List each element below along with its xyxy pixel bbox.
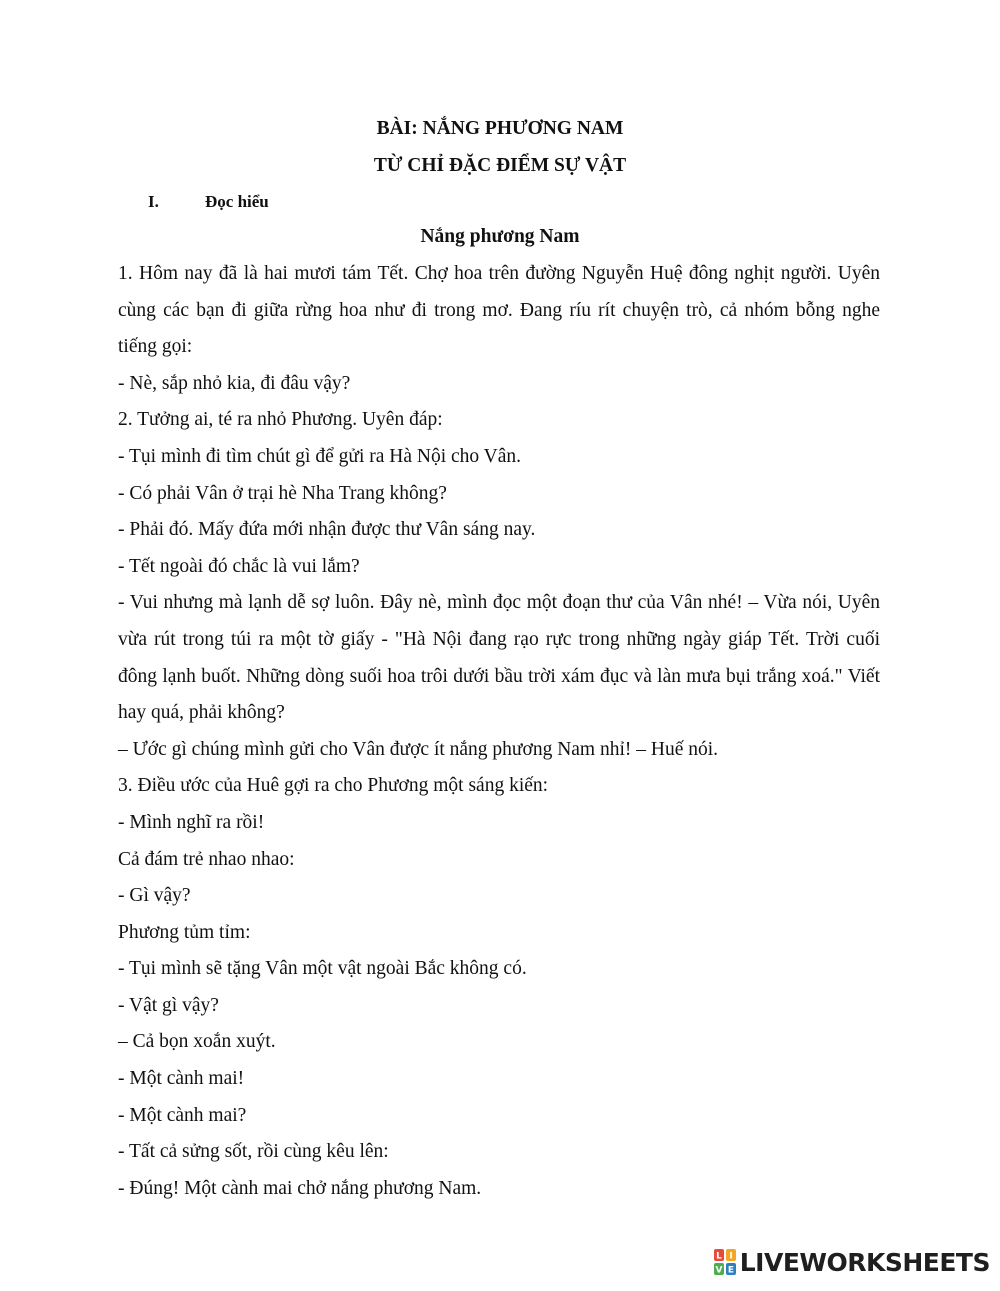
paragraph: Cả đám trẻ nhao nhao: [118,848,295,870]
paragraph: - Phải đó. Mấy đứa mới nhận được thư Vân sáng nay. [118,519,536,541]
paragraph: - Vật gì vậy? [118,994,219,1016]
svg-text:L: L [715,1251,722,1262]
paragraph: - Tết ngoài đó chắc là vui lắm? [118,555,360,577]
paragraph: - Nè, sắp nhỏ kia, đi đâu vậy? [118,372,351,394]
paragraph: – Ước gì chúng mình gửi cho Vân được ít nắng phương Nam nhỉ! – Huế nói. [118,738,719,760]
paragraph: - Mình nghĩ ra rồi! [118,811,265,833]
paragraph: - Tụi mình sẽ tặng Vân một vật ngoài Bắc không có. [118,958,527,980]
paragraph: 1. Hôm nay đã là hai mươi tám Tết. Chợ hoa trên đường Nguyễn Huệ đông nghịt người. Uyên cùng các bạn đi giữa rừng hoa như đi trong mơ. Đang ríu rít chuyện trò, cả nhóm bỗng nghe tiếng gọi: [118,263,880,358]
svg-text:E: E [727,1265,734,1275]
liveworksheets-watermark [714,1247,990,1277]
paragraph: - Tụi mình đi tìm chút gì để gửi ra Hà Nội cho Vân. [118,445,522,467]
paragraph: 3. Điều ước của Huê gợi ra cho Phương một sáng kiến: [118,775,549,797]
section-heading [148,192,269,212]
paragraph: - Gì vậy? [118,885,191,907]
section-label: Đọc hiểu [205,192,269,211]
section-number: I. [148,192,159,211]
lesson-title: BÀI: NẮNG PHƯƠNG NAM [376,118,624,139]
paragraph: – Cả bọn xoắn xuýt. [118,1031,276,1053]
lesson-subtitle: TỪ CHỈ ĐẶC ĐIỂM SỰ VẬT [373,155,627,176]
story-body [118,256,880,1207]
paragraph: - Tất cả sửng sốt, rồi cùng kêu lên: [118,1141,389,1163]
paragraph: - Vui nhưng mà lạnh dễ sợ luôn. Đây nè, mình đọc một đoạn thư của Vân nhé! – Vừa nói, Uyên vừa rút trong túi ra một tờ giấy - "Hà Nội đang rạo rực trong những ngày giáp Tết. Trời cuối đông lạnh buốt. Những dòng suối hoa trôi dưới bầu trời xám đục và làn mưa bụi trắng xoá." Viết hay quá, phải không? [118,592,880,724]
paragraph: - Đúng! Một cành mai chở nắng phương Nam. [118,1177,482,1199]
svg-text:I: I [729,1251,733,1262]
paragraph: - Một cành mai? [118,1104,247,1126]
liveworksheets-logo-icon [714,1249,736,1275]
paragraph: - Một cành mai! [118,1068,245,1090]
liveworksheets-wordmark: LIVEWORKSHEETS [739,1247,990,1277]
paragraph: 2. Tưởng ai, té ra nhỏ Phương. Uyên đáp: [118,409,443,431]
paragraph: Phương tủm tỉm: [118,921,251,943]
story-title: Nắng phương Nam [420,226,580,247]
paragraph: - Có phải Vân ở trại hè Nha Trang không? [118,482,447,504]
svg-text:V: V [715,1265,723,1275]
